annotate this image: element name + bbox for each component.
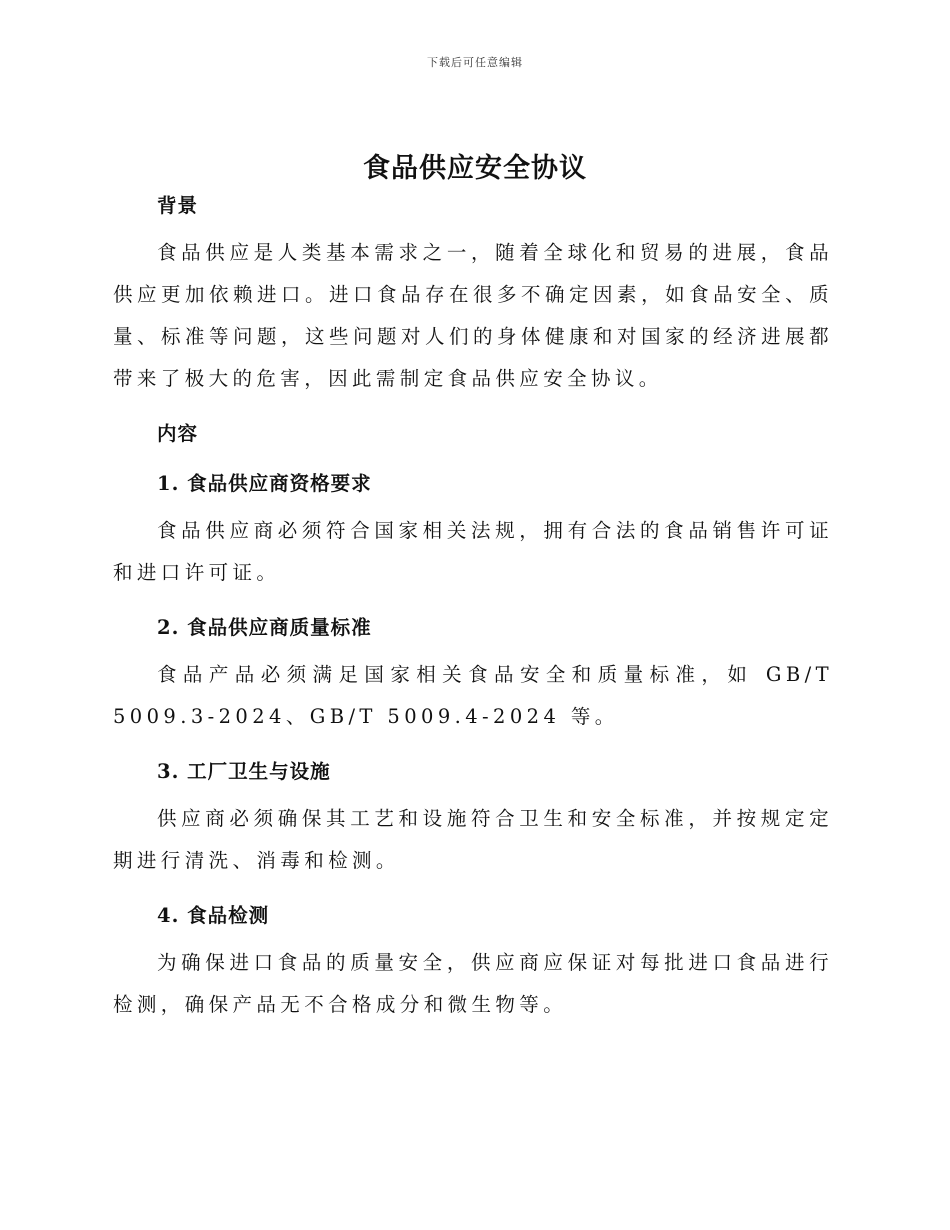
section-paragraph-2: 食品产品必须满足国家相关食品安全和质量标准，如 GB/T 5009.3-2024、GB/T 5009.4-2024 等。 [113, 663, 833, 728]
document-body [113, 190, 833, 1026]
section-paragraph-4: 为确保进口食品的质量安全，供应商应保证对每批进口食品进行检测，确保产品无不合格成分和微生物等。 [113, 951, 833, 1016]
section-paragraph-3: 供应商必须确保其工艺和设施符合卫生和安全标准，并按规定定期进行清洗、消毒和检测。 [113, 807, 833, 872]
page-header-note: 下载后可任意编辑 [427, 56, 523, 69]
section-paragraph-1: 食品供应商必须符合国家相关法规，拥有合法的食品销售许可证和进口许可证。 [113, 519, 833, 584]
background-heading: 背景 [157, 194, 199, 217]
section-heading-2: 2. 食品供应商质量标准 [157, 616, 372, 639]
section-heading-1: 1. 食品供应商资格要求 [157, 472, 372, 495]
background-paragraph: 食品供应是人类基本需求之一，随着全球化和贸易的进展，食品供应更加依赖进口。进口食品存在很多不确定因素，如食品安全、质量、标准等问题，这些问题对人们的身体健康和对国家的经济进展都带来了极大的危害，因此需制定食品供应安全协议。 [113, 241, 833, 390]
section-heading-4: 4. 食品检测 [157, 904, 270, 927]
section-heading-3: 3. 工厂卫生与设施 [157, 760, 331, 783]
document-title: 食品供应安全协议 [363, 153, 587, 184]
content-heading: 内容 [157, 422, 199, 445]
